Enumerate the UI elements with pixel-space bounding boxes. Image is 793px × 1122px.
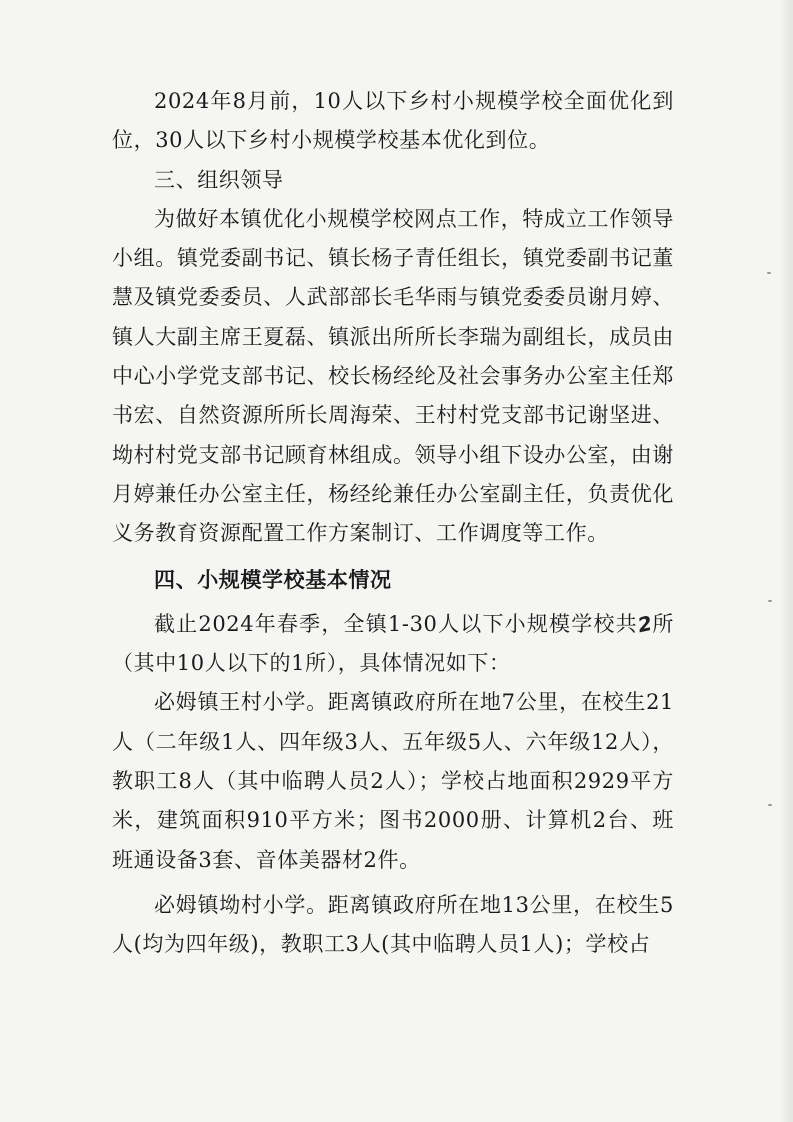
scan-speck	[767, 272, 771, 274]
paragraph-wangcun-school: 必姆镇王村小学。距离镇政府所在地7公里，在校生21人（二年级1人、四年级3人、五年级5人、六年级12人），教职工8人（其中临聘人员2人）；学校占地面积2929平方米，建筑面积910平方米；图书2000册、计算机2台、班班通设备3套、音体美器材2件。	[112, 690, 674, 872]
school-count-text-after: 所（其中10人以下的1所），具体情况如下：	[112, 611, 675, 676]
scan-speck	[768, 804, 772, 806]
school-count-text-before: 截止2024年春季，全镇1-30人以下小规模学校共	[154, 611, 638, 636]
paragraph-aocun-school: 必姆镇坳村小学。距离镇政府所在地13公里，在校生5人(均为四年级)，教职工3人(其中临聘人员1人)；学校占	[112, 892, 674, 957]
handwritten-number: 2	[635, 610, 655, 638]
section-heading-organization: 三、组织领导	[154, 167, 284, 192]
section-heading-school-status: 四、小规模学校基本情况	[154, 566, 392, 592]
scan-edge-shadow	[779, 0, 793, 1122]
paragraph-school-count	[112, 605, 674, 684]
paragraph-goal: 2024年8月前，10人以下乡村小规模学校全面优化到位，30人以下乡村小规模学校基本优化到位。	[112, 89, 674, 153]
paragraph-leadership-group: 为做好本镇优化小规模学校网点工作，特成立工作领导小组。镇党委副书记、镇长杨子青任组长，镇党委副书记董慧及镇党委委员、人武部部长毛华雨与镇党委委员谢月婷、镇人大副主席王夏磊、镇派出所所长李瑞为副组长，成员由中心小学党支部书记、校长杨经纶及社会事务办公室主任郑书宏、自然资源所所长周海荣、王村村党支部书记谢坚进、坳村村党支部书记顾育林组成。领导小组下设办公室，由谢月婷兼任办公室主任，杨经纶兼任办公室副主任，负责优化义务教育资源配置工作方案制订、工作调度等工作。	[112, 206, 674, 546]
scan-speck	[768, 600, 772, 602]
document-body	[112, 82, 674, 965]
